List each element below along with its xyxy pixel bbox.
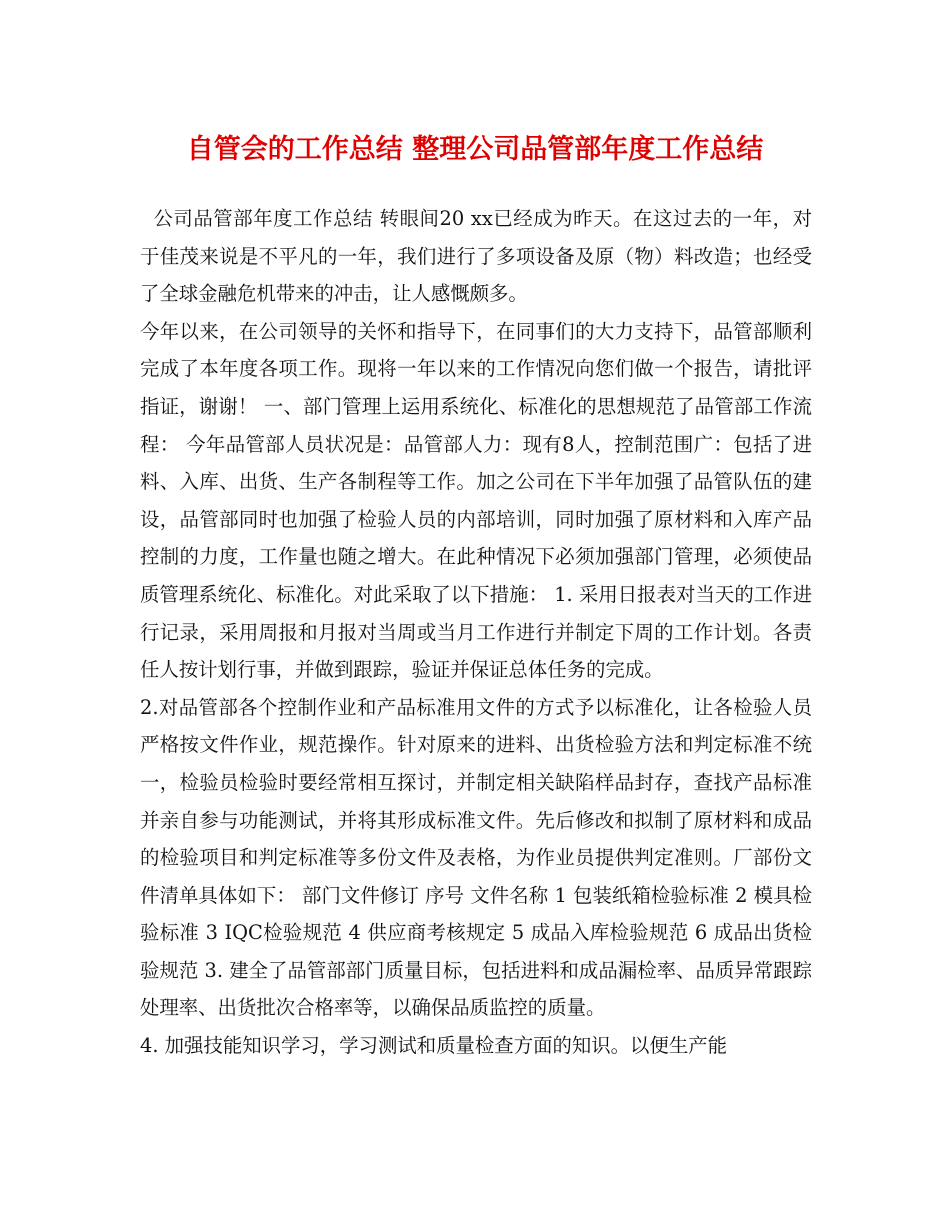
paragraph-intro: 公司品管部年度工作总结 转眼间20 xx已经成为昨天。在这过去的一年，对于佳茂来说是不平凡的一年，我们进行了多项设备及原（物）料改造；也经受了全球金融危机带来的冲击，让人感慨颇多。 <box>140 207 812 306</box>
document-title: 自管会的工作总结 整理公司品管部年度工作总结 <box>186 134 764 165</box>
document-body <box>140 200 812 1065</box>
paragraph-department-management: 今年以来，在公司领导的关怀和指导下，在同事们的大力支持下，品管部顺利完成了本年度各项工作。现将一年以来的工作情况向您们做一个报告，请批评指证，谢谢！ 一、部门管理上运用系统化、标准化的思想规范了品管部工作流程： 今年品管部人员状况是：品管部人力：现有8人，控制范围广：包括了进料、入库、出货、生产各制程等工作。加之公司在下半年加强了品管队伍的建设，品管部同时也加强了检验人员的内部培训，同时加强了原材料和入库产品控制的力度，工作量也随之增大。在此种情况下必须加强部门管理，必须使品质管理系统化、标准化。对此采取了以下措施： 1. 采用日报表对当天的工作进行记录，采用周报和月报对当周或当月工作进行并制定下周的工作计划。各责任人按计划行事，并做到跟踪，验证并保证总体任务的完成。 <box>140 319 812 682</box>
paragraph-standardization: 2.对品管部各个控制作业和产品标准用文件的方式予以标准化，让各检验人员严格按文件作业，规范操作。针对原来的进料、出货检验方法和判定标准不统一，检验员检验时要经常相互探讨，并制定相关缺陷样品封存，查找产品标准并亲自参与功能测试，并将其形成标准文件。先后修改和拟制了原材料和成品的检验项目和判定标准等多份文件及表格，为作业员提供判定准则。厂部份文件清单具体如下： 部门文件修订 序号 文件名称 1 包装纸箱检验标准 2 模具检验标准 3 IQC检验规范 4 供应商考核规定 5 成品入库检验规范 6 成品出货检验规范 3. 建全了品管部部门质量目标，包括进料和成品漏检率、品质异常跟踪处理率、出货批次合格率等，以确保品质监控的质量。 <box>140 695 812 1020</box>
paragraph-skills-learning: 4. 加强技能知识学习，学习测试和质量检查方面的知识。以便生产能 <box>140 1034 727 1058</box>
